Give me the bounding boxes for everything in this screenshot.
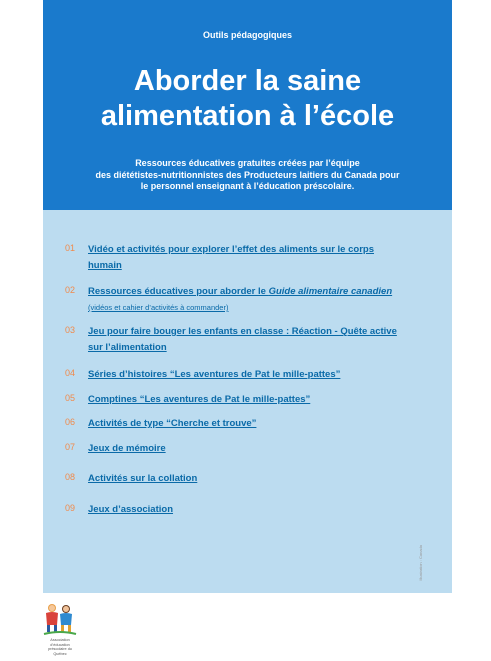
link-line-1[interactable]: Jeu pour faire bouger les enfants en classe : Réaction - Quête active [88,326,397,337]
item-number: 09 [65,503,76,513]
link-line-1[interactable] [88,284,424,300]
link-text[interactable]: Ressources éducatives pour aborder le [88,286,269,297]
link-italic-text[interactable]: Guide alimentaire canadien [268,286,393,297]
resource-link-09[interactable]: Jeux d’association [88,504,174,515]
item-number: 07 [65,442,76,452]
children-logo-icon [41,600,79,638]
item-number: 06 [65,417,76,427]
illustration-credit: Illustration : Canada [418,545,423,581]
title-line-2: alimentation à l’école [100,100,395,132]
logo-caption-line-1: Association d’éducation [50,638,70,647]
link-line-2[interactable]: humain [88,260,122,271]
item-number: 02 [65,285,76,295]
header-banner [43,0,452,210]
resource-page [43,0,452,593]
title-line-1: Aborder la saine [133,65,362,97]
item-number: 05 [65,393,76,403]
item-number: 04 [65,368,76,378]
resource-link-02[interactable] [88,284,424,316]
logo-caption [41,638,79,656]
item-number: 08 [65,472,76,482]
logo-caption-line-2: préscolaire du Québec [48,647,72,656]
resource-link-04[interactable]: Séries d’histoires “Les aventures de Pat le mille-pattes” [88,369,341,380]
item-number: 01 [65,243,76,253]
link-line-2[interactable]: sur l’alimentation [88,342,167,353]
link-line-1[interactable]: Vidéo et activités pour explorer l’effet des aliments sur le corps [88,244,374,255]
page-subtitle [65,158,430,193]
resource-link-01[interactable] [88,242,424,274]
resource-link-03[interactable] [88,324,424,356]
link-note[interactable]: (vidéos et cahier d’activités à commander) [88,303,229,312]
subtitle-line-1: Ressources éducatives gratuites créées par l’équipe [135,158,360,168]
page-title [43,64,452,134]
subtitle-line-3: le personnel enseignant à l’éducation préscolaire. [140,181,355,191]
resource-link-05[interactable]: Comptines “Les aventures de Pat le mille-pattes” [88,394,311,405]
resource-link-06[interactable]: Activités de type “Cherche et trouve” [88,418,257,429]
subtitle-line-2: des diététistes-nutritionnistes des Producteurs laitiers du Canada pour [95,169,400,180]
resource-link-08[interactable]: Activités sur la collation [88,473,198,484]
eyebrow-label: Outils pédagogiques [202,30,292,40]
resource-link-07[interactable]: Jeux de mémoire [88,443,166,454]
item-number: 03 [65,325,76,335]
resource-list [43,210,452,593]
association-logo [41,600,79,658]
